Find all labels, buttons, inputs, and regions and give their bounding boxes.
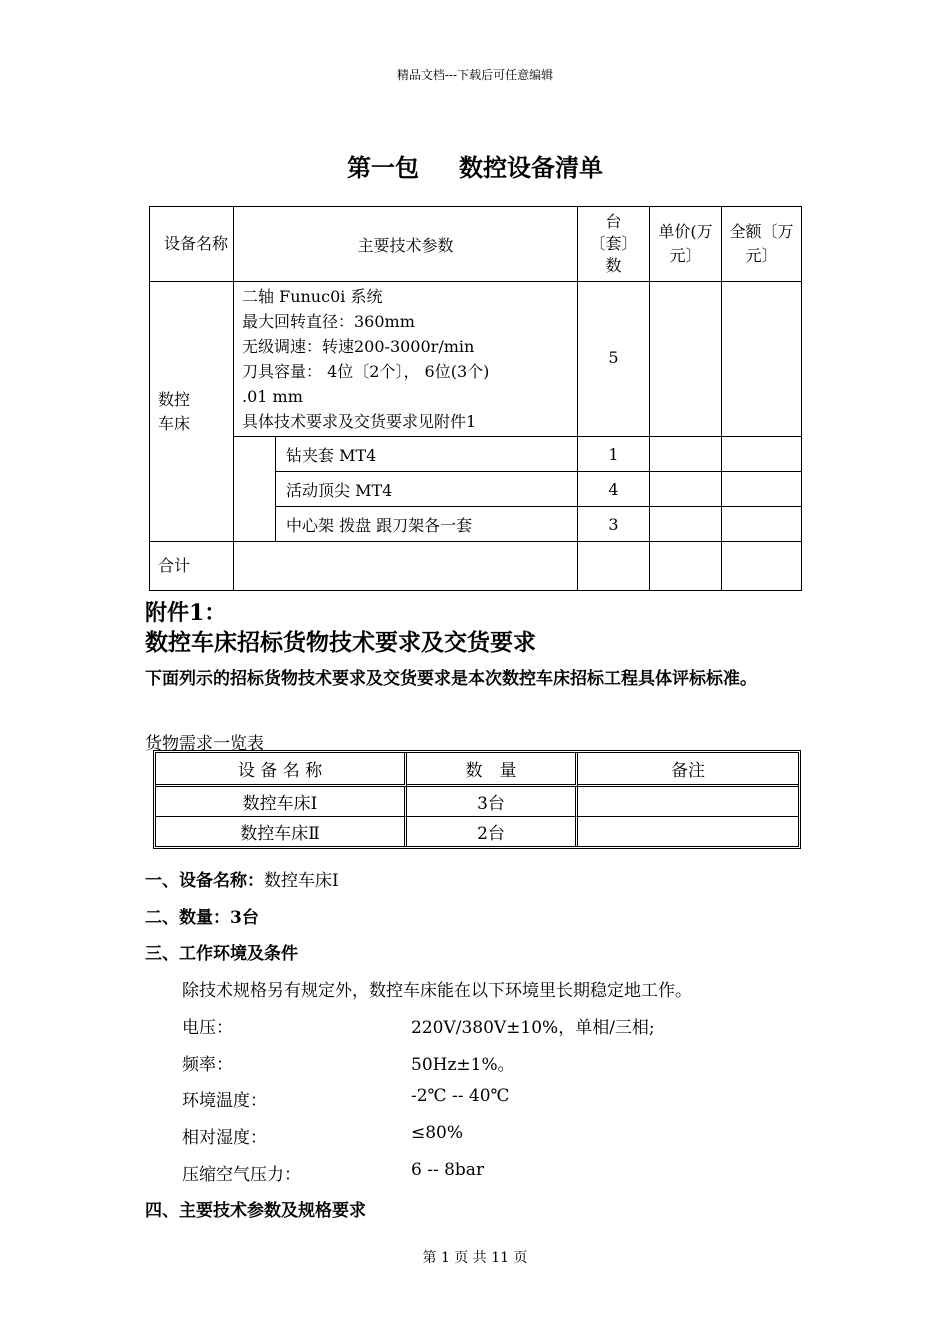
item-qty: 5 <box>578 282 650 437</box>
item-total <box>722 282 802 437</box>
header-unit-price: 单价(万元〕 <box>650 207 722 282</box>
total-params <box>234 542 578 591</box>
param-line: 刀具容量： 4位〔2个〕， 6位(3个) <box>242 362 490 381</box>
sub-item-unit-price <box>650 507 722 542</box>
annex-title: 附件1： <box>145 600 227 626</box>
section-1-value: 数控车床Ⅰ <box>264 871 339 891</box>
item-unit-price <box>650 282 722 437</box>
sub-item-qty: 3 <box>578 507 650 542</box>
env-value: -2℃ -- 40℃ <box>411 1086 510 1106</box>
equipment-table <box>149 206 802 591</box>
goods-remark <box>578 787 798 817</box>
goods-header-remark: 备注 <box>578 753 798 787</box>
page-footer: 第 1 页 共 11 页 <box>422 1250 528 1266</box>
env-label: 电压： <box>182 1018 233 1038</box>
env-value: 50Hz±1%。 <box>411 1055 515 1075</box>
header-total: 全额〔万元〕 <box>722 207 802 282</box>
table-row <box>150 282 802 437</box>
env-label: 相对湿度： <box>182 1128 267 1148</box>
table-row <box>156 817 798 846</box>
header-params: 主要技术参数 <box>234 207 578 282</box>
goods-header-name: 设 备 名 称 <box>156 753 407 787</box>
param-line: 无级调速：转速200-3000r/min <box>242 337 475 356</box>
section-4: 四、主要技术参数及规格要求 <box>145 1201 366 1221</box>
env-value: ≤80% <box>411 1123 464 1143</box>
goods-qty: 2台 <box>407 817 578 846</box>
goods-qty: 3台 <box>407 787 578 817</box>
table-row-total <box>150 542 802 591</box>
section-3: 三、工作环境及条件 <box>145 944 298 964</box>
total-unit-price <box>650 542 722 591</box>
header-qty: 台〔套〕数 <box>578 207 650 282</box>
goods-remark <box>578 817 798 846</box>
page-title <box>0 148 950 183</box>
sub-item-name: 钻夹套 MT4 <box>276 437 578 472</box>
total-qty <box>578 542 650 591</box>
env-value: 220V/380V±10%，单相/三相; <box>411 1018 655 1038</box>
sub-item-name: 活动顶尖 MT4 <box>276 472 578 507</box>
goods-table-caption: 货物需求一览表 <box>145 734 264 754</box>
goods-name: 数控车床Ⅱ <box>156 817 407 846</box>
sub-spacer <box>234 437 276 542</box>
param-line: 具体技术要求及交货要求见附件1 <box>242 412 477 431</box>
table-row <box>156 787 798 817</box>
param-line: 二轴 Funuc0i 系统 <box>242 287 383 306</box>
intro-paragraph: 下面列示的招标货物技术要求及交货要求是本次数控车床招标工程具体评标标准。 <box>145 669 757 689</box>
annex-subtitle: 数控车床招标货物技术要求及交货要求 <box>145 629 536 656</box>
sub-item-qty: 1 <box>578 437 650 472</box>
section-3-paragraph: 除技术规格另有规定外，数控车床能在以下环境里长期稳定地工作。 <box>182 981 692 1001</box>
sub-item-qty: 4 <box>578 472 650 507</box>
sub-item-name: 中心架 拨盘 跟刀架各一套 <box>276 507 578 542</box>
goods-table <box>153 750 801 849</box>
total-label: 合计 <box>150 542 234 591</box>
sub-item-total <box>722 472 802 507</box>
sub-item-total <box>722 507 802 542</box>
total-amount <box>722 542 802 591</box>
goods-name: 数控车床Ⅰ <box>156 787 407 817</box>
item-params <box>234 282 578 437</box>
env-label: 压缩空气压力： <box>182 1165 301 1185</box>
env-value: 6 -- 8bar <box>411 1160 485 1180</box>
item-name: 数控车床 <box>150 282 234 542</box>
param-line: 最大回转直径：360mm <box>242 312 415 331</box>
env-label: 环境温度： <box>182 1091 267 1111</box>
env-label: 频率： <box>182 1055 233 1075</box>
table-row <box>150 437 802 472</box>
title-part1: 第一包 <box>347 153 419 182</box>
sub-item-total <box>722 437 802 472</box>
goods-table-header <box>156 753 798 787</box>
equipment-table-header <box>150 207 802 282</box>
title-part2: 数控设备清单 <box>459 153 603 182</box>
goods-header-qty: 数 量 <box>407 753 578 787</box>
header-note: 精品文档---下载后可任意编辑 <box>396 68 554 82</box>
sub-item-unit-price <box>650 472 722 507</box>
param-line: .01 mm <box>242 387 303 406</box>
section-2: 二、数量：3台 <box>145 908 259 928</box>
section-1-label: 一、设备名称： <box>145 871 264 891</box>
header-name: 设备名称 <box>150 207 234 282</box>
section-1 <box>145 866 339 891</box>
sub-item-unit-price <box>650 437 722 472</box>
